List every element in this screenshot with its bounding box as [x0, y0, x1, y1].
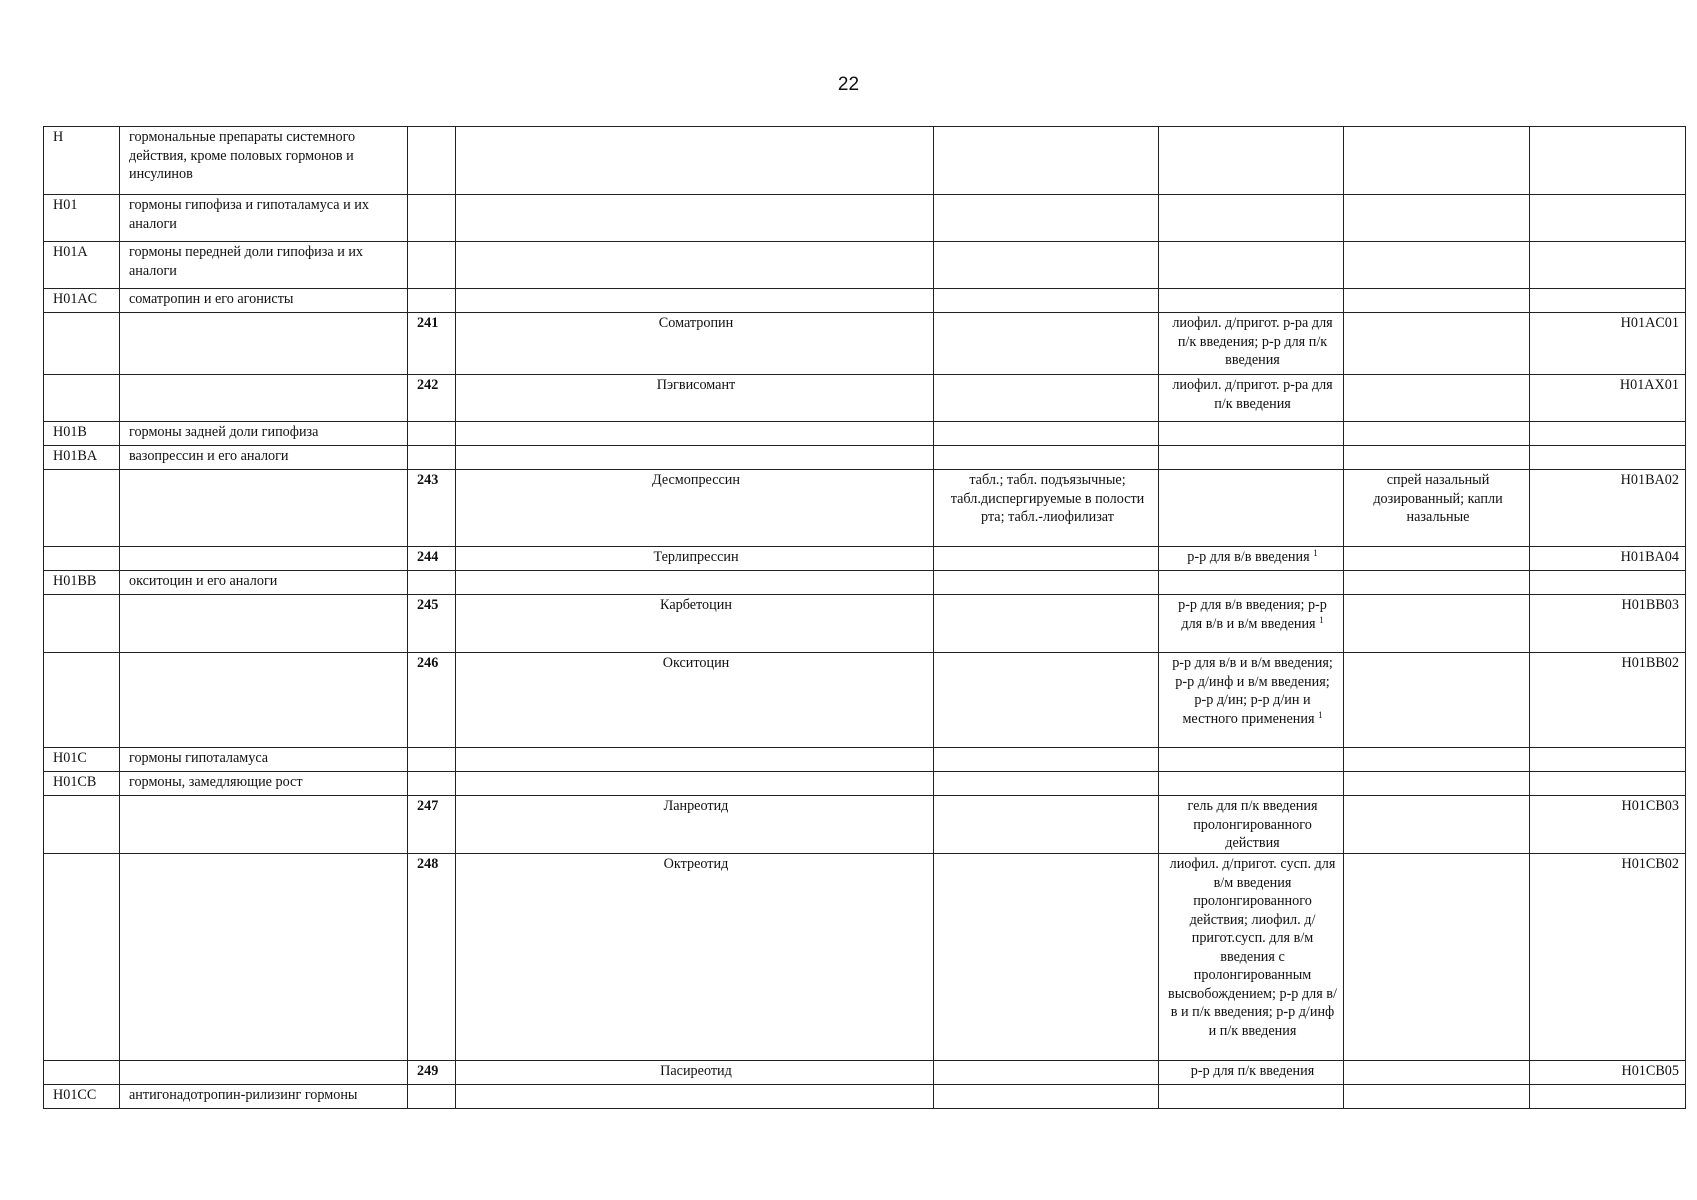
empty-cell	[934, 571, 1159, 595]
empty-cell	[1344, 772, 1530, 796]
row-number: 242	[408, 375, 456, 422]
empty-cell	[1159, 1085, 1344, 1109]
atc-code: H01CB05	[1530, 1061, 1686, 1085]
empty-cell	[408, 748, 456, 772]
empty-cell	[120, 796, 408, 854]
drug-row	[44, 470, 1686, 547]
empty-cell	[934, 127, 1159, 195]
empty-cell	[934, 195, 1159, 242]
dosage-form-injection	[1159, 796, 1344, 854]
footnote-marker: 1	[1313, 548, 1318, 558]
empty-cell	[44, 547, 120, 571]
atc-group-description: соматропин и его агонисты	[120, 289, 408, 313]
empty-cell	[44, 796, 120, 854]
empty-cell	[456, 242, 934, 289]
empty-cell	[1530, 772, 1686, 796]
group-row	[44, 571, 1686, 595]
empty-cell	[1530, 571, 1686, 595]
empty-cell	[44, 313, 120, 375]
atc-code: H01BA04	[1530, 547, 1686, 571]
row-number: 248	[408, 854, 456, 1061]
empty-cell	[1530, 242, 1686, 289]
empty-cell	[1344, 242, 1530, 289]
empty-cell	[1344, 289, 1530, 313]
dosage-form-other	[1344, 313, 1530, 375]
empty-cell	[1159, 195, 1344, 242]
group-row	[44, 1085, 1686, 1109]
dosage-form-injection	[1159, 547, 1344, 571]
row-number: 246	[408, 653, 456, 748]
empty-cell	[408, 127, 456, 195]
drug-row	[44, 375, 1686, 422]
table-body	[44, 127, 1686, 1109]
empty-cell	[934, 242, 1159, 289]
dosage-form-oral	[934, 595, 1159, 653]
drug-name: Десмопрессин	[456, 470, 934, 547]
empty-cell	[44, 470, 120, 547]
dosage-form-oral	[934, 313, 1159, 375]
dosage-form-other: спрей назальный дозированный; капли назальные	[1344, 470, 1530, 547]
empty-cell	[1159, 242, 1344, 289]
drug-name: Терлипрессин	[456, 547, 934, 571]
empty-cell	[44, 595, 120, 653]
dosage-form-other	[1344, 796, 1530, 854]
atc-group-description: антигонадотропин-рилизинг гормоны	[120, 1085, 408, 1109]
row-number: 244	[408, 547, 456, 571]
group-row	[44, 446, 1686, 470]
empty-cell	[456, 571, 934, 595]
dosage-form-injection	[1159, 313, 1344, 375]
empty-cell	[408, 446, 456, 470]
empty-cell	[934, 1085, 1159, 1109]
empty-cell	[456, 195, 934, 242]
dosage-form-oral: табл.; табл. подъязычные; табл.диспергируемые в полости рта; табл.-лиофилизат	[934, 470, 1159, 547]
empty-cell	[1530, 1085, 1686, 1109]
row-number: 249	[408, 1061, 456, 1085]
empty-cell	[1530, 748, 1686, 772]
footnote-marker: 1	[1319, 614, 1324, 625]
empty-cell	[408, 422, 456, 446]
empty-cell	[408, 242, 456, 289]
dosage-form-other	[1344, 653, 1530, 748]
empty-cell	[456, 748, 934, 772]
row-number: 241	[408, 313, 456, 375]
empty-cell	[44, 1061, 120, 1085]
empty-cell	[44, 653, 120, 748]
atc-group-description: гормоны передней доли гипофиза и их аналоги	[120, 242, 408, 289]
empty-cell	[1344, 571, 1530, 595]
group-row	[44, 289, 1686, 313]
drug-row	[44, 796, 1686, 854]
atc-group-code: H01A	[44, 242, 120, 289]
atc-code: H01BB02	[1530, 653, 1686, 748]
empty-cell	[1344, 422, 1530, 446]
group-row	[44, 127, 1686, 195]
empty-cell	[1530, 127, 1686, 195]
row-number: 243	[408, 470, 456, 547]
empty-cell	[408, 571, 456, 595]
dosage-form-other	[1344, 854, 1530, 1061]
dosage-form-injection	[1159, 854, 1344, 1061]
empty-cell	[456, 127, 934, 195]
atc-group-description: гормоны гипоталамуса	[120, 748, 408, 772]
empty-cell	[120, 854, 408, 1061]
dosage-form-injection	[1159, 375, 1344, 422]
atc-group-code: H01	[44, 195, 120, 242]
drug-row	[44, 595, 1686, 653]
empty-cell	[1159, 748, 1344, 772]
dosage-form-injection	[1159, 653, 1344, 748]
empty-cell	[934, 289, 1159, 313]
empty-cell	[1159, 127, 1344, 195]
dosage-form-oral	[934, 375, 1159, 422]
empty-cell	[1159, 772, 1344, 796]
dosage-form-injection-text: лиофил. д/пригот. сусп. для в/м введения пролонгированного действия; лиофил. д/пригот.сусп. для в/м введения с пролонгированным высвобождением; р-р для в/в и п/к введения; р-р д/инф и п/к введения	[1168, 856, 1337, 1039]
drug-name: Пэгвисомант	[456, 375, 934, 422]
empty-cell	[408, 1085, 456, 1109]
empty-cell	[934, 422, 1159, 446]
empty-cell	[456, 289, 934, 313]
drug-row	[44, 547, 1686, 571]
dosage-form-injection-text: лиофил. д/пригот. р-ра для п/к введения	[1172, 377, 1333, 412]
atc-group-description: гормоны гипофиза и гипоталамуса и их аналоги	[120, 195, 408, 242]
atc-group-description: гормоны задней доли гипофиза	[120, 422, 408, 446]
empty-cell	[1530, 289, 1686, 313]
dosage-form-injection-text: р-р для п/к введения	[1190, 1063, 1315, 1079]
empty-cell	[120, 595, 408, 653]
empty-cell	[1159, 571, 1344, 595]
empty-cell	[456, 446, 934, 470]
dosage-form-oral	[934, 796, 1159, 854]
empty-cell	[120, 653, 408, 748]
atc-code: H01BA02	[1530, 470, 1686, 547]
empty-cell	[120, 547, 408, 571]
drug-name: Пасиреотид	[456, 1061, 934, 1085]
dosage-form-oral	[934, 854, 1159, 1061]
empty-cell	[934, 772, 1159, 796]
drug-row	[44, 1061, 1686, 1085]
empty-cell	[120, 470, 408, 547]
dosage-form-injection-text: р-р для в/в введения	[1187, 549, 1310, 565]
drug-row	[44, 854, 1686, 1061]
atc-group-code: H01C	[44, 748, 120, 772]
dosage-form-oral	[934, 1061, 1159, 1085]
dosage-form-other	[1344, 547, 1530, 571]
atc-group-code: H01B	[44, 422, 120, 446]
drug-name: Ланреотид	[456, 796, 934, 854]
atc-group-description: гормоны, замедляющие рост	[120, 772, 408, 796]
empty-cell	[120, 1061, 408, 1085]
empty-cell	[1530, 195, 1686, 242]
dosage-form-injection	[1159, 595, 1344, 653]
empty-cell	[934, 446, 1159, 470]
empty-cell	[1530, 446, 1686, 470]
empty-cell	[120, 313, 408, 375]
dosage-form-oral	[934, 547, 1159, 571]
drug-name: Октреотид	[456, 854, 934, 1061]
dosage-form-injection	[1159, 1061, 1344, 1085]
drug-row	[44, 653, 1686, 748]
atc-code: H01CB03	[1530, 796, 1686, 854]
empty-cell	[1159, 422, 1344, 446]
dosage-form-other	[1344, 375, 1530, 422]
drug-row	[44, 313, 1686, 375]
atc-group-description: окситоцин и его аналоги	[120, 571, 408, 595]
dosage-form-injection	[1159, 470, 1344, 547]
dosage-form-injection-text: гель для п/к введения пролонгированного действия	[1187, 798, 1318, 851]
dosage-form-injection-text: р-р для в/в введения; р-р для в/в и в/м введения	[1178, 597, 1327, 632]
empty-cell	[456, 1085, 934, 1109]
atc-group-code: H01CC	[44, 1085, 120, 1109]
group-row	[44, 422, 1686, 446]
empty-cell	[1344, 1085, 1530, 1109]
empty-cell	[1344, 195, 1530, 242]
medicines-table	[43, 126, 1686, 1109]
atc-group-code: H01BB	[44, 571, 120, 595]
drug-name: Соматропин	[456, 313, 934, 375]
empty-cell	[44, 854, 120, 1061]
atc-code: H01CB02	[1530, 854, 1686, 1061]
dosage-form-injection-text: лиофил. д/пригот. р-ра для п/к введения; р-р для п/к введения	[1172, 315, 1333, 368]
group-row	[44, 748, 1686, 772]
empty-cell	[456, 772, 934, 796]
atc-code: H01AX01	[1530, 375, 1686, 422]
group-row	[44, 242, 1686, 289]
empty-cell	[1344, 446, 1530, 470]
row-number: 247	[408, 796, 456, 854]
dosage-form-other	[1344, 595, 1530, 653]
atc-group-code: H	[44, 127, 120, 195]
dosage-form-injection-text: р-р для в/в и в/м введения; р-р д/инф и в/м введения; р-р д/ин; р-р д/ин и местного применения	[1172, 655, 1333, 727]
row-number: 245	[408, 595, 456, 653]
empty-cell	[1530, 422, 1686, 446]
empty-cell	[120, 375, 408, 422]
atc-code: H01AC01	[1530, 313, 1686, 375]
atc-group-code: H01BA	[44, 446, 120, 470]
empty-cell	[1159, 289, 1344, 313]
empty-cell	[934, 748, 1159, 772]
page-number: 22	[837, 74, 860, 95]
dosage-form-other	[1344, 1061, 1530, 1085]
empty-cell	[408, 772, 456, 796]
empty-cell	[408, 195, 456, 242]
group-row	[44, 195, 1686, 242]
atc-group-description: гормональные препараты системного действия, кроме половых гормонов и инсулинов	[120, 127, 408, 195]
empty-cell	[44, 375, 120, 422]
empty-cell	[1159, 446, 1344, 470]
atc-group-description: вазопрессин и его аналоги	[120, 446, 408, 470]
dosage-form-oral	[934, 653, 1159, 748]
drug-name: Карбетоцин	[456, 595, 934, 653]
atc-code: H01BB03	[1530, 595, 1686, 653]
empty-cell	[456, 422, 934, 446]
footnote-marker: 1	[1318, 709, 1323, 720]
group-row	[44, 772, 1686, 796]
empty-cell	[1344, 127, 1530, 195]
atc-group-code: H01CB	[44, 772, 120, 796]
atc-group-code: H01AC	[44, 289, 120, 313]
drug-name: Окситоцин	[456, 653, 934, 748]
empty-cell	[1344, 748, 1530, 772]
empty-cell	[408, 289, 456, 313]
